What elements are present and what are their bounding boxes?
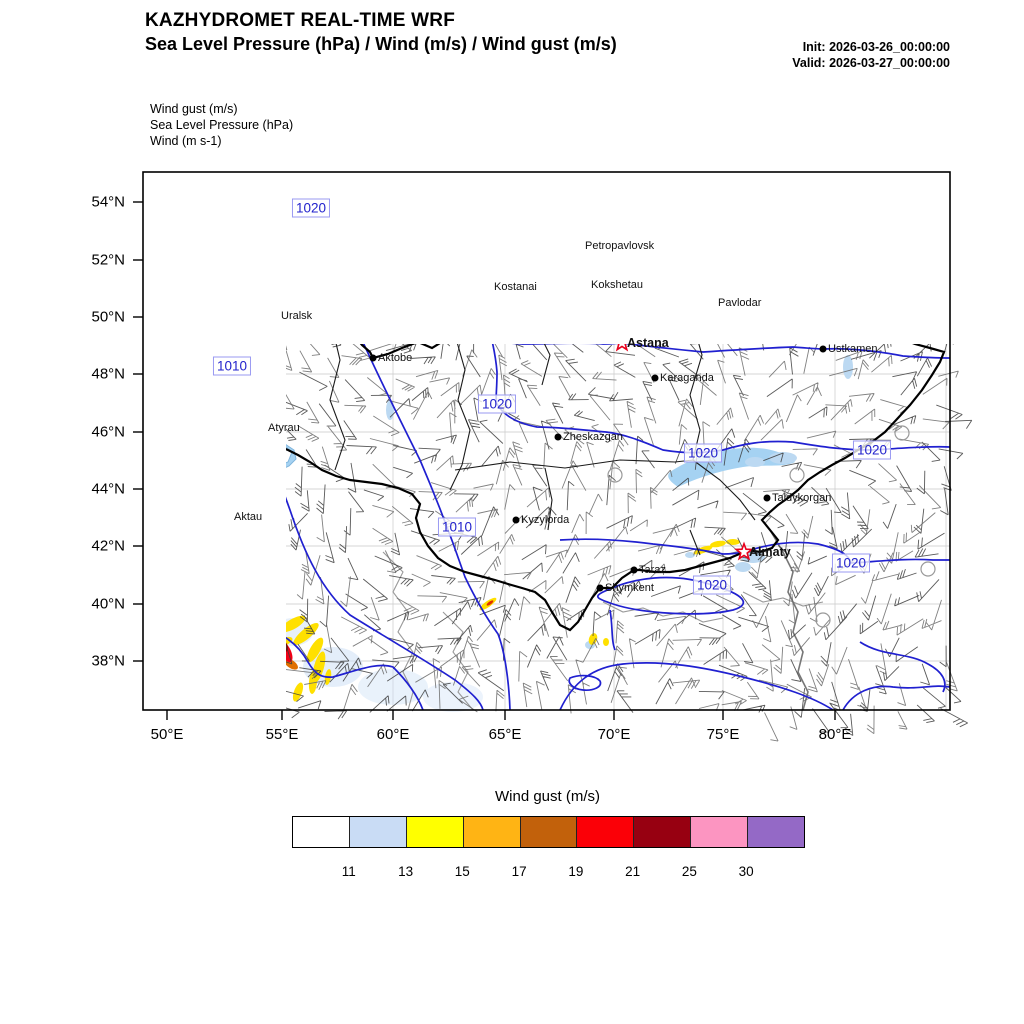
lon-tick-label: 50°E <box>150 726 184 743</box>
lon-tick-label: 55°E <box>265 726 299 743</box>
isobar-value-label: 1020 <box>478 395 516 414</box>
city-dot-icon <box>273 313 280 320</box>
city-dot-icon <box>486 284 493 291</box>
colorbar-cell <box>577 817 634 847</box>
valid-timestamp: Valid: 2026-03-27_00:00:00 <box>792 56 950 70</box>
city-label: Petropavlovsk <box>585 240 655 252</box>
colorbar-tick-label: 17 <box>511 864 527 879</box>
city-dot-icon <box>710 300 717 307</box>
colorbar-tick-label: 11 <box>341 864 356 879</box>
isobar-value-label: 1010 <box>438 518 476 537</box>
page-subtitle: Sea Level Pressure (hPa) / Wind (m/s) / Wind gust (m/s) <box>145 34 617 54</box>
isobar-value-label: 1020 <box>853 441 891 460</box>
city-label: Astana <box>627 336 669 350</box>
colorbar-tick-label: 19 <box>568 864 584 879</box>
city-label: Kyzylorda <box>521 514 570 526</box>
city-label: Kokshetau <box>591 279 643 291</box>
lat-tick-label: 50°N <box>91 308 125 326</box>
city-label: Zheskazgan <box>563 431 623 443</box>
city-dot-icon <box>226 514 233 521</box>
colorbar-tick-label: 15 <box>454 864 470 879</box>
country-border-layer <box>165 238 944 630</box>
lon-tick-label: 70°E <box>597 726 631 743</box>
city-dot-icon <box>577 243 584 250</box>
lat-tick-label: 52°N <box>91 251 125 269</box>
city-label: Taldykorgan <box>772 492 832 504</box>
city-dot-icon <box>652 375 659 382</box>
city-dot-icon <box>764 495 771 502</box>
gust-patch-layer <box>262 270 922 703</box>
colorbar-tick-label: 30 <box>738 864 754 879</box>
city-dot-icon <box>370 355 377 362</box>
lat-tick-label: 40°N <box>91 595 125 613</box>
colorbar-cell <box>350 817 407 847</box>
lon-tick-label: 80°E <box>818 726 852 743</box>
lat-tick-label: 54°N <box>91 193 125 211</box>
colorbar-cell <box>748 817 804 847</box>
city-label: Uralsk <box>281 310 313 322</box>
lon-tick-label: 65°E <box>488 726 522 743</box>
isobar-value-label: 1020 <box>292 199 330 218</box>
city-label: Karaganda <box>660 372 714 384</box>
city-dot-icon <box>555 434 562 441</box>
city-label: Aktobe <box>378 352 413 364</box>
city-label: Ustkamen <box>828 343 878 355</box>
colorbar-tick-label: 25 <box>681 864 697 879</box>
city-label: Almaty <box>749 545 791 559</box>
isobar-value-label: 1020 <box>684 444 722 463</box>
city-dot-icon <box>631 567 638 574</box>
colorbar-cell <box>634 817 691 847</box>
city-dot-icon <box>583 282 590 289</box>
colorbar-title: Wind gust (m/s) <box>494 788 600 805</box>
colorbar-tick-label: 13 <box>398 864 414 879</box>
colorbar-cell <box>407 817 464 847</box>
lon-tick-label: 75°E <box>706 726 740 743</box>
map-layers <box>131 171 972 741</box>
city-dot-icon <box>820 346 827 353</box>
colorbar-cell <box>293 817 350 847</box>
lon-tick-label: 60°E <box>376 726 410 743</box>
city-dot-icon <box>597 585 604 592</box>
colorbar-cell <box>464 817 521 847</box>
city-label: Taraz <box>639 564 666 576</box>
lat-tick-label: 42°N <box>91 537 125 555</box>
lat-tick-label: 44°N <box>91 480 125 498</box>
isobar-value-label: 1010 <box>213 357 251 376</box>
city-dot-icon <box>260 425 267 432</box>
colorbar-cell <box>521 817 578 847</box>
city-label: Atyrau <box>268 422 300 434</box>
city-dot-icon <box>513 517 520 524</box>
lat-tick-label: 38°N <box>91 652 125 670</box>
lat-tick-label: 48°N <box>91 365 125 383</box>
isobar-value-label: 1020 <box>832 554 870 573</box>
lat-tick-label: 46°N <box>91 423 125 441</box>
init-timestamp: Init: 2026-03-26_00:00:00 <box>802 40 950 54</box>
overlay-legend-line: Wind gust (m/s) <box>150 102 238 116</box>
overlay-legend-line: Wind (m s-1) <box>150 134 222 148</box>
city-label: Aktau <box>234 511 263 523</box>
isobar-value-label: 1020 <box>693 576 731 595</box>
city-label: Kostanai <box>494 281 537 293</box>
colorbar <box>292 816 805 848</box>
page-title: KAZHYDROMET REAL-TIME WRF <box>145 10 456 31</box>
city-label: Pavlodar <box>718 297 762 309</box>
colorbar-tick-label: 21 <box>625 864 641 879</box>
city-label: Shymkent <box>605 582 654 594</box>
overlay-legend-line: Sea Level Pressure (hPa) <box>150 118 294 132</box>
colorbar-cell <box>691 817 748 847</box>
